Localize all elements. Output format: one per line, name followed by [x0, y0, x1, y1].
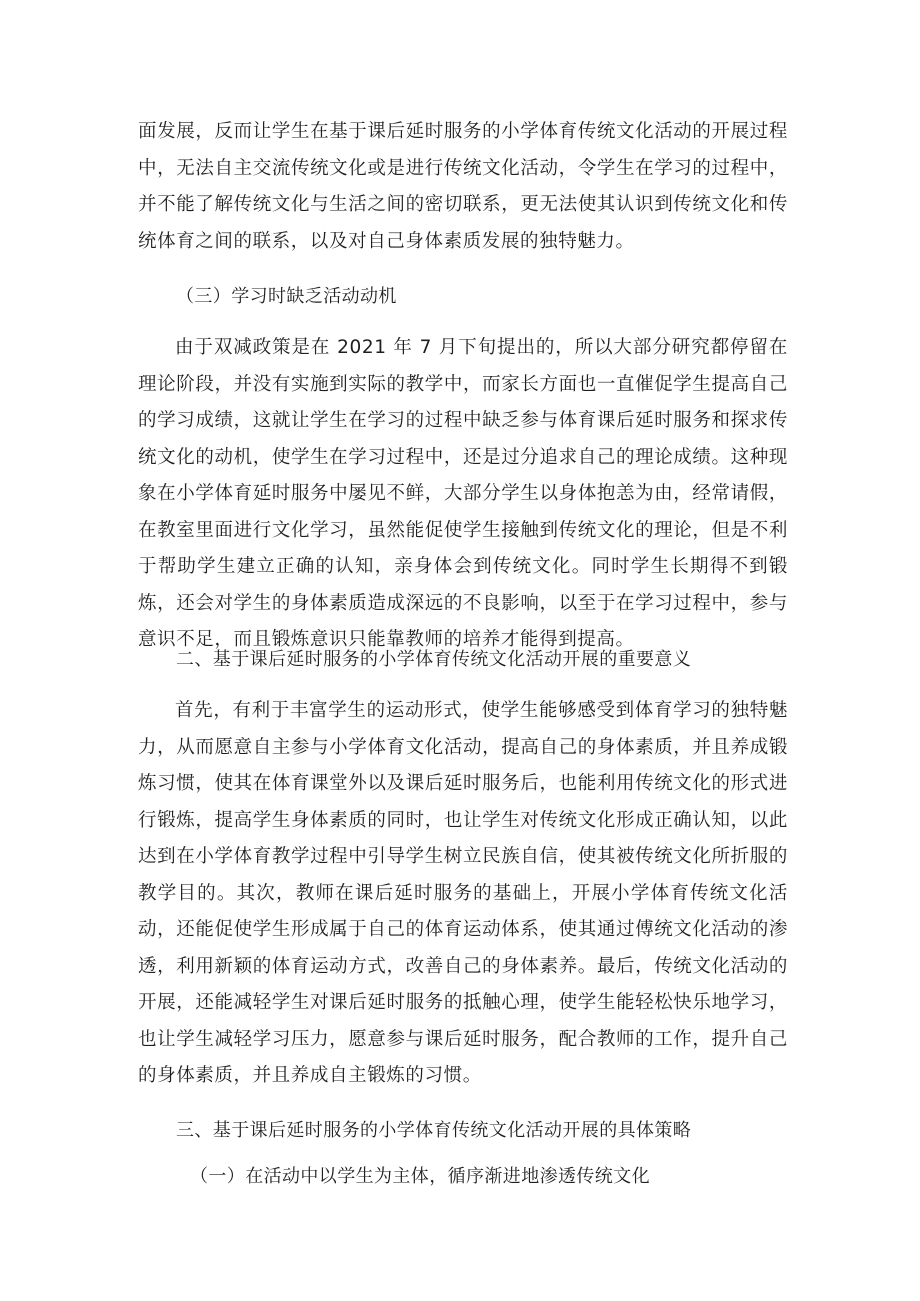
section-heading: 三、基于课后延时服务的小学体育传统文化活动开展的具体策略 — [176, 1120, 692, 1141]
body-paragraph: 面发展，反而让学生在基于课后延时服务的小学体育传统文化活动的开展过程中，无法自主交流传统文化或是进行传统文化活动，令学生在学习的过程中，并不能了解传统文化与生活之间的密切联系，更无法使其认识到传统文化和传统体育之间的联系，以及对自己身体素质发展的独特魅力。 — [138, 121, 788, 252]
body-paragraph: 首先，有利于丰富学生的运动形式，使学生能够感受到体育学习的独特魅力，从而愿意自主参与小学体育文化活动，提高自己的身体素质，并且养成锻炼习惯，使其在体育课堂外以及课后延时服务后，也能利用传统文化的形式进行锻炼，提高学生身体素质的同时，也让学生对传统文化形成正确认知，以此达到在小学体育教学过程中引导学生树立民族自信，使其被传统文化所折服的教学目的。其次，教师在课后延时服务的基础上，开展小学体育传统文化活动，还能促使学生形成属于自己的体育运动体系，使其通过傅统文化活动的渗透，利用新颖的体育运动方式，改善自己的身体素养。最后，传统文化活动的开展，还能减轻学生对课后延时服务的抵触心理，使学生能轻松快乐地学习，也让学生减轻学习压力，愿意参与课后延时服务，配合教师的工作，提升自己的身体素质，并且养成自主锻炼的习惯。 — [138, 700, 788, 1086]
section-heading: 二、基于课后延时服务的小学体育传统文化活动开展的重要意义 — [176, 649, 692, 670]
section-heading: （三）学习时缺乏活动动机 — [176, 286, 397, 307]
subsection-heading: （一）在活动中以学生为主体，循序渐进地渗透传统文化 — [190, 1166, 650, 1187]
body-paragraph: 由于双减政策是在 2021 年 7 月下旬提出的，所以大部分研究都停留在理论阶段，并没有实施到实际的教学中，而家长方面也一直催促学生提高自己的学习成绩，这就让学生在学习的过程中缺乏参与体育课后延时服务和探求传统文化的动机，使学生在学习过程中，还是过分追求自己的理论成绩。这种现象在小学体育延时服务中屡见不鲜，大部分学生以身体抱恙为由，经常请假，在教室里面进行文化学习，虽然能促使学生接触到传统文化的理论，但是不利于帮助学生建立正确的认知，亲身体会到传统文化。同时学生长期得不到锻炼，还会对学生的身体素质造成深远的不良影响，以至于在学习过程中，参与意识不足，而且锻炼意识只能靠教师的培养才能得到提高。 — [138, 337, 788, 650]
